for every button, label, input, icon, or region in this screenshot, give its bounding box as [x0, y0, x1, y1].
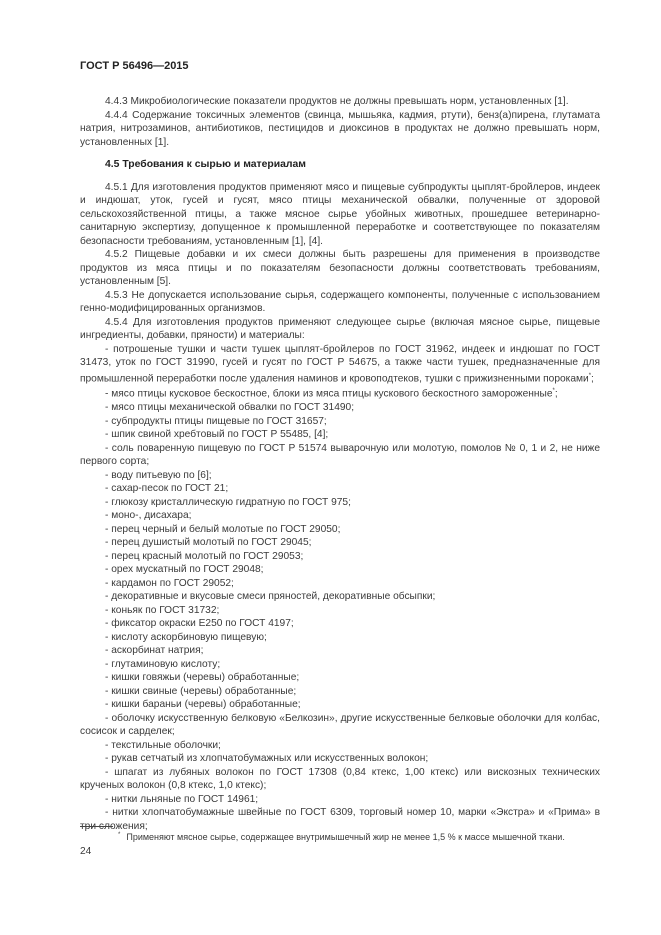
list-item: - кишки бараньи (черевы) обработанные;	[105, 699, 301, 711]
list-item: - нитки хлопчатобумажные швейные по ГОСТ 6309, торговый номер 10, марки «Экстра» и «Прима» в три сложения;	[80, 807, 600, 832]
list-item: - глутаминовую кислоту;	[105, 658, 221, 670]
list-item: - шпик свиной хребтовый по ГОСТ Р 55485, [4];	[105, 429, 329, 441]
list-item: - кислоту аскорбиновую пищевую;	[105, 631, 267, 643]
list-item: - аскорбинат натрия;	[105, 645, 204, 657]
paragraph-4-4-3: 4.4.3 Микробиологические показатели продуктов не должны превышать норм, установленных [1].	[105, 96, 569, 107]
paragraph-4-5-1: 4.5.1 Для изготовления продуктов применяют мясо и пищевые субпродукты цыплят-бройлеров, индеек и индюшат, уток, гусей и гусят, мясо птицы механической обвалки, полученные от здоровой сельскохозяйственной птицы, а также мясное сырье убойных животных, прошедшее ветеринарно-санитарную экспертизу, допущенное к промышленной переработке и соответствующее по показателям безопасности требованиям, установленным [1], [4].	[80, 181, 600, 247]
list-item: - сахар-песок по ГОСТ 21;	[105, 483, 229, 495]
list-item: - декоративные и вкусовые смеси пряностей, декоративные обсыпки;	[105, 591, 436, 603]
list-item: - глюкозу кристаллическую гидратную по ГОСТ 975;	[105, 496, 351, 508]
list-item-suffix: ;	[554, 388, 558, 400]
list-item-text: - потрошеные тушки и части тушек цыплят-бройлеров по ГОСТ 31962, индеек и индюшат по ГОСТ 31473, уток по ГОСТ 31990, гусей и гусят по ГОСТ Р 54675, а также части тушек, предназначенные для промышленной переработки после удаления наминов и кровоподтеков, тушки с прижизненными пороками	[80, 343, 600, 384]
list-item-suffix: ;	[591, 372, 594, 384]
list-item: - воду питьевую по [6];	[105, 469, 212, 481]
list-item: - моно-, дисахара;	[105, 510, 192, 522]
paragraph-4-5-2: 4.5.2 Пищевые добавки и их смеси должны быть разрешены для применения в производстве продуктов из мяса птицы и по показателям безопасности должны соответствовать требованиям, установленным [5].	[80, 249, 600, 287]
list-item: - перец красный молотый по ГОСТ 29053;	[105, 550, 304, 562]
section-heading: 4.5 Требования к сырью и материалам	[105, 159, 306, 170]
list-item: - рукав сетчатый из хлопчатобумажных или искусственных волокон;	[105, 753, 429, 765]
list-item: - субпродукты птицы пищевые по ГОСТ 31657;	[105, 415, 327, 427]
list-item: - мясо птицы механической обвалки по ГОСТ 31490;	[105, 402, 355, 414]
page-body	[80, 60, 600, 833]
footnote	[80, 829, 620, 843]
list-item: - оболочку искусственную белковую «Белкозин», другие искусственные белковые оболочки для колбас, сосисок и сарделек;	[80, 712, 600, 738]
list-item: - кишки говяжьи (черевы) обработанные;	[105, 672, 300, 684]
list-item	[80, 385, 600, 401]
footnote-text: Применяют мясное сырье, содержащее внутримышечный жир не менее 1,5 % к массе мышечной ткани.	[126, 832, 565, 842]
list-item: - перец душистый молотый по ГОСТ 29045;	[105, 537, 312, 549]
document-header: ГОСТ Р 56496—2015	[80, 60, 189, 72]
list-item: - кишки свиные (черевы) обработанные;	[105, 685, 297, 697]
list-item: - соль поваренную пищевую по ГОСТ Р 51574 выварочную или молотую, помолов № 0, 1 и 2, не ниже первого сорта;	[80, 442, 600, 468]
footnote-mark: *	[118, 832, 121, 838]
list-item: - текстильные оболочки;	[105, 739, 221, 751]
footnote-ref: *	[588, 372, 592, 379]
paragraph-4-5-4: 4.5.4 Для изготовления продуктов применяют следующее сырье (включая мясное сырье, пищевые ингредиенты, добавки, пряности) и материалы:	[80, 316, 600, 341]
list-item: - перец черный и белый молотые по ГОСТ 29050;	[105, 523, 341, 535]
list-item: - кардамон по ГОСТ 29052;	[105, 577, 234, 589]
footnote-divider	[80, 826, 113, 827]
list-item	[80, 343, 600, 386]
list-item: - нитки льняные по ГОСТ 14961;	[105, 793, 259, 805]
list-item: - фиксатор окраски Е250 по ГОСТ 4197;	[105, 618, 294, 630]
list-item-text: - мясо птицы кусковое бескостное, блоки из мяса птицы кускового бескостного замороженные	[105, 388, 553, 400]
list-item: - коньяк по ГОСТ 31732;	[105, 604, 220, 616]
list-item: - орех мускатный по ГОСТ 29048;	[105, 564, 264, 576]
footnote-ref: *	[552, 388, 555, 395]
page-number: 24	[80, 846, 92, 857]
paragraph-4-5-3: 4.5.3 Не допускается использование сырья, содержащего компоненты, полученные с использованием генно-модифицированных организмов.	[80, 289, 600, 314]
materials-list	[80, 401, 600, 833]
paragraph-4-4-4: 4.4.4 Содержание токсичных элементов (свинца, мышьяка, кадмия, ртути), бенз(а)пирена, глутамата натрия, нитрозаминов, антибиотиков, пестицидов и диоксинов в продуктах не должно превышать норм, установленных [1].	[80, 109, 600, 148]
list-item: - шпагат из лубяных волокон по ГОСТ 17308 (0,84 ктекс, 1,00 ктекс) или вискозных технических крученых волокон (0,8 ктекс, 1,0 ктекс);	[80, 766, 600, 792]
